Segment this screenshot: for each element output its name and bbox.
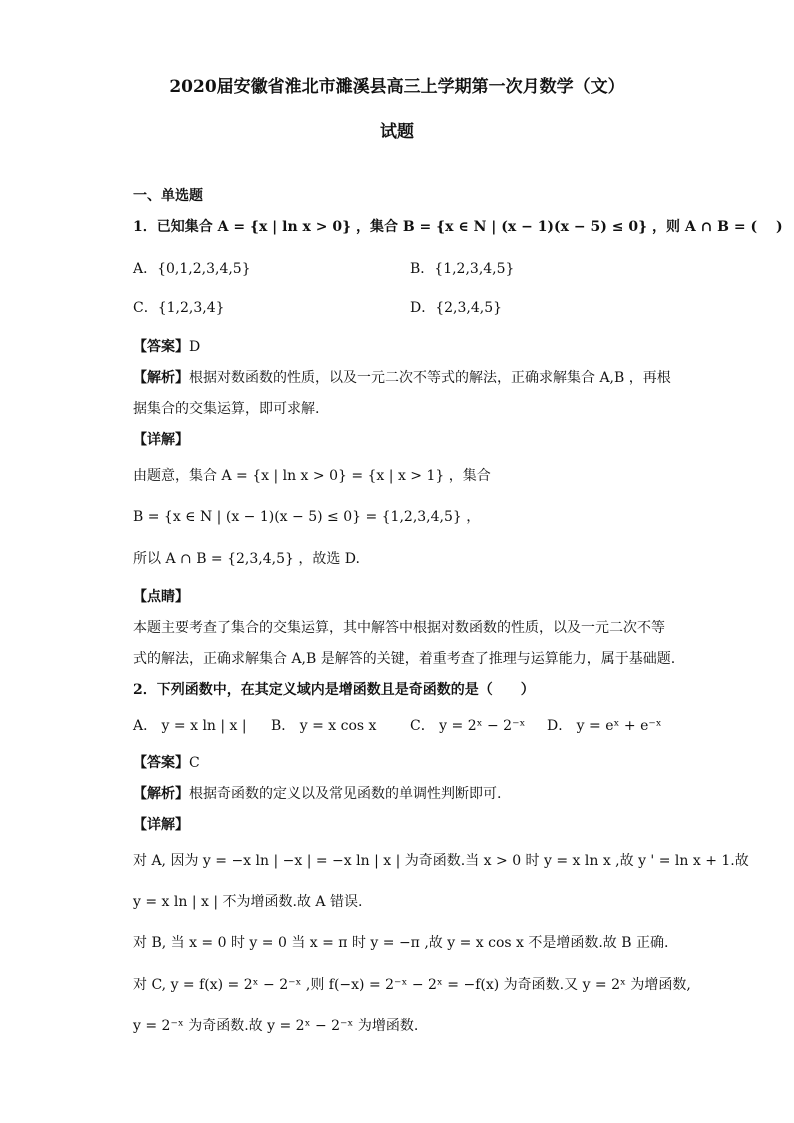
q1-answer — [133, 337, 200, 357]
q1-detail-2: B = {x ∈ N | (x − 1)(x − 5) ≤ 0} = {1,2,3,4,5} ， — [133, 509, 481, 525]
q1-option-b: B．{1,2,3,4,5} — [410, 261, 515, 277]
q2-answer-value: C — [189, 755, 200, 771]
q1-option-c: C．{1,2,3,4} — [133, 300, 225, 316]
q1-answer-value: D — [189, 339, 201, 355]
section-heading: 一、单选题 — [133, 188, 203, 204]
q2-option-a: A． y = x ln | x | — [133, 718, 247, 734]
q1-analysis-tag: 【解析】 — [133, 370, 189, 386]
q1-option-d: D．{2,3,4,5} — [410, 300, 503, 316]
q1-option-a: A．{0,1,2,3,4,5} — [133, 261, 251, 277]
q2-answer — [133, 753, 200, 773]
q1-answer-tag: 【答案】 — [133, 339, 189, 355]
q2-detail-4: 对 C, y = f(x) = 2ˣ − 2⁻ˣ ,则 f(−x) = 2⁻ˣ − 2ˣ = −f(x) 为奇函数.又 y = 2ˣ 为增函数, — [133, 977, 691, 993]
q2-detail-1: 对 A, 因为 y = −x ln | −x | = −x ln | x | 为奇函数.当 x > 0 时 y = x ln x ,故 y ' = ln x + 1.故 — [133, 853, 749, 869]
q1-comment-2: 式的解法，正确求解集合 A,B 是解答的关键，着重考查了推理与运算能力，属于基础题. — [133, 651, 676, 667]
q2-analysis-tag: 【解析】 — [133, 786, 189, 802]
q2-detail-2: y = x ln | x | 不为增函数.故 A 错误. — [133, 894, 363, 910]
q2-answer-tag: 【答案】 — [133, 755, 189, 771]
q1-stem: 1．已知集合 A = {x | ln x > 0} ，集合 B = {x ∈ N | (x − 1)(x − 5) ≤ 0} ，则 A ∩ B = ( ) — [133, 219, 783, 235]
q1-detail-3: 所以 A ∩ B = {2,3,4,5} ，故选 D. — [133, 551, 360, 567]
doc-title-line2: 试题 — [380, 122, 414, 142]
q2-stem: 2．下列函数中，在其定义域内是增函数且是奇函数的是（ ） — [133, 682, 535, 698]
q1-analysis-text-1: 根据对数函数的性质，以及一元二次不等式的解法，正确求解集合 A,B ，再根 — [189, 370, 671, 386]
q2-analysis-text: 根据奇函数的定义以及常见函数的单调性判断即可. — [189, 786, 502, 802]
q1-analysis-1 — [133, 368, 671, 388]
q2-option-c: C． y = 2ˣ − 2⁻ˣ — [410, 718, 526, 734]
q2-detail-5: y = 2⁻ˣ 为奇函数.故 y = 2ˣ − 2⁻ˣ 为增函数. — [133, 1018, 419, 1034]
q1-comment-1: 本题主要考查了集合的交集运算，其中解答中根据对数函数的性质，以及一元二次不等 — [133, 620, 665, 636]
q1-comment-tag: 【点睛】 — [133, 589, 189, 605]
q2-detail-3: 对 B, 当 x = 0 时 y = 0 当 x = π 时 y = −π ,故 y = x cos x 不是增函数.故 B 正确. — [133, 935, 669, 951]
q1-detail-1: 由题意，集合 A = {x | ln x > 0} = {x | x > 1} ，集合 — [133, 468, 491, 484]
q2-option-d: D． y = eˣ + e⁻ˣ — [547, 718, 662, 734]
q1-detail-tag: 【详解】 — [133, 432, 189, 448]
q2-analysis — [133, 784, 501, 804]
q2-detail-tag: 【详解】 — [133, 817, 189, 833]
doc-title-line1: 2020届安徽省淮北市濉溪县高三上学期第一次月数学（文） — [169, 77, 625, 97]
q2-option-b: B． y = x cos x — [271, 718, 377, 734]
q1-analysis-2: 据集合的交集运算，即可求解. — [133, 401, 320, 417]
